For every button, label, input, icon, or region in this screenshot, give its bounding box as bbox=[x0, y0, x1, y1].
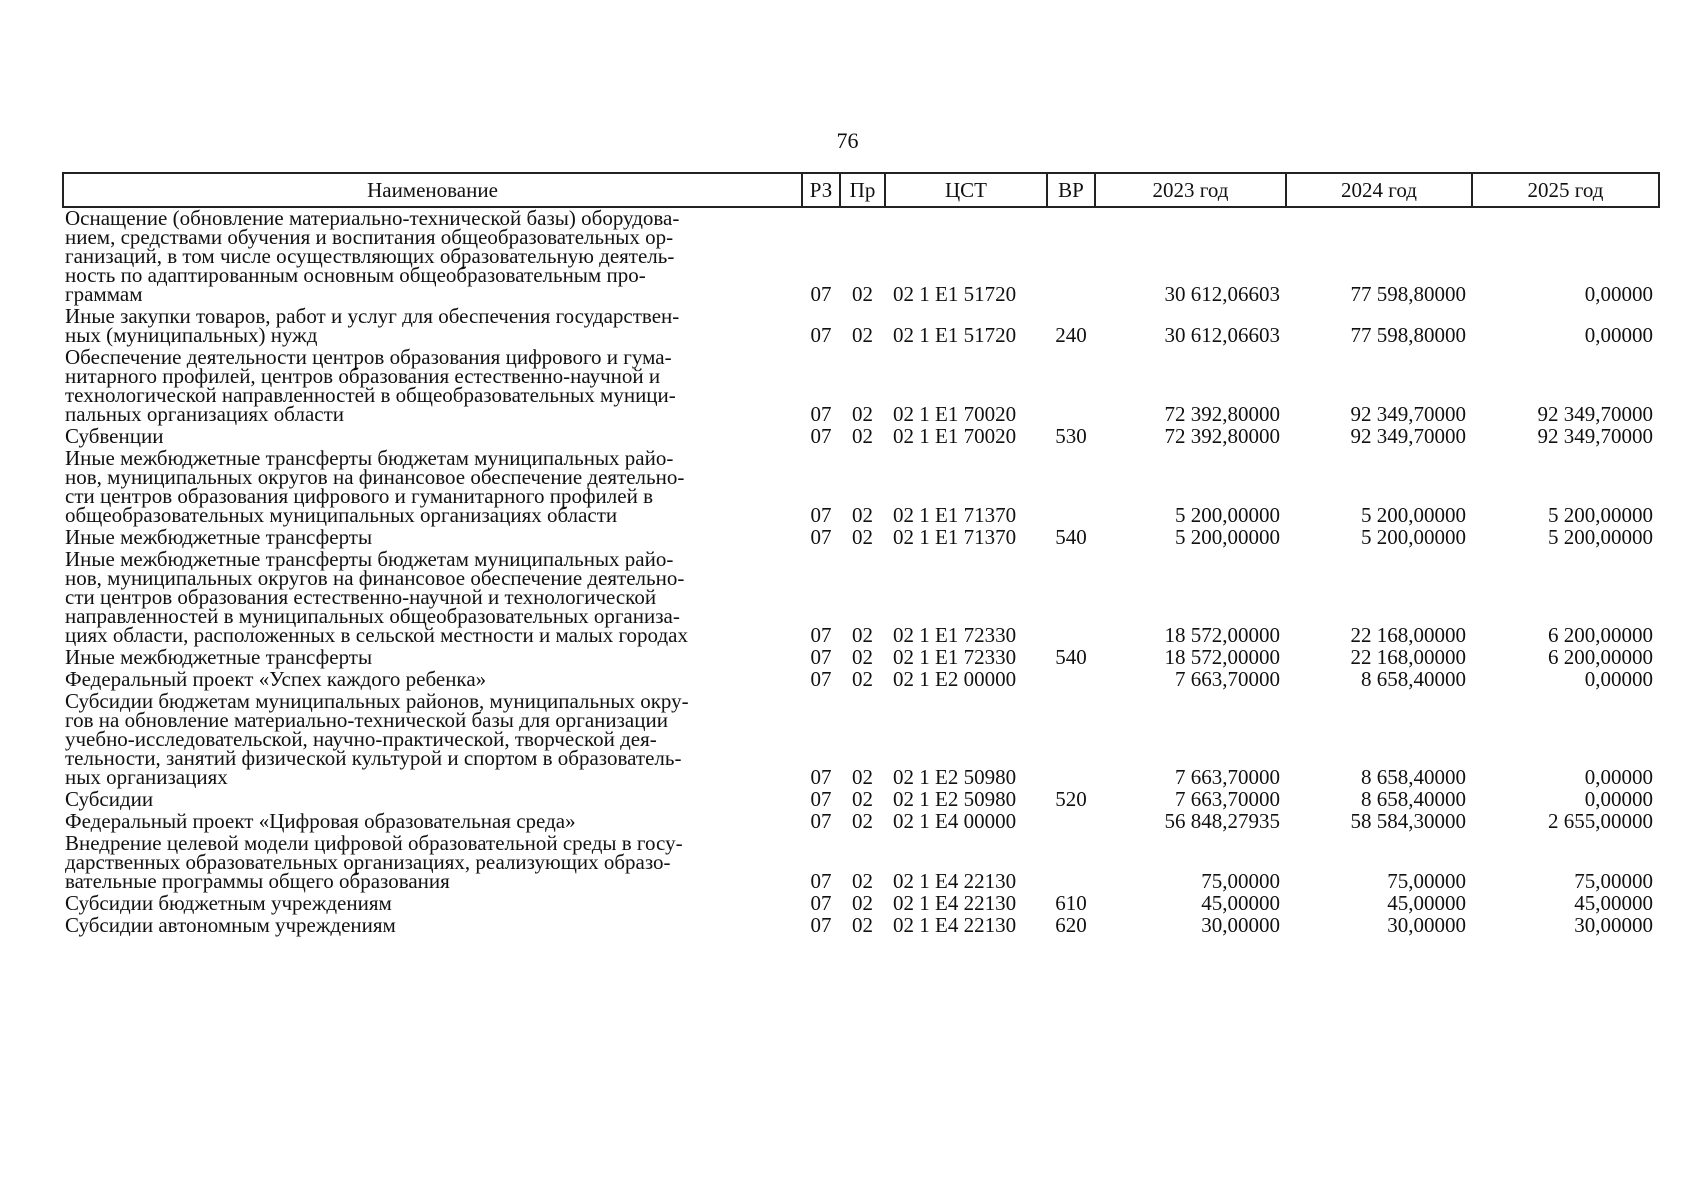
row-cst: 02 1 E4 22130 bbox=[893, 891, 1017, 915]
row-amount-2025: 6 200,00000 bbox=[1548, 623, 1653, 647]
row-amount-2023: 30 612,06603 bbox=[1164, 323, 1280, 347]
row-vr bbox=[1047, 448, 1095, 527]
row-pr: 02 bbox=[852, 525, 873, 549]
row-rz: 07 bbox=[810, 667, 832, 691]
row-amount-2023: 7 663,70000 bbox=[1175, 765, 1280, 789]
row-amount-2023: 75,00000 bbox=[1201, 869, 1280, 893]
table-row bbox=[63, 691, 1659, 789]
row-vr bbox=[1047, 669, 1095, 691]
table-row bbox=[63, 426, 1659, 448]
row-amount-2025: 2 655,00000 bbox=[1548, 809, 1653, 833]
row-amount-2024: 92 349,70000 bbox=[1350, 402, 1466, 426]
row-cst: 02 1 E2 50980 bbox=[893, 787, 1017, 811]
table-row bbox=[63, 811, 1659, 833]
row-amount-2023: 72 392,80000 bbox=[1164, 424, 1280, 448]
row-rz: 07 bbox=[810, 787, 832, 811]
row-cst: 02 1 E4 22130 bbox=[893, 869, 1017, 893]
row-vr bbox=[1047, 833, 1095, 893]
row-rz: 07 bbox=[810, 869, 832, 893]
row-amount-2025: 0,00000 bbox=[1584, 323, 1653, 347]
row-vr bbox=[1047, 347, 1095, 426]
table-row bbox=[63, 893, 1659, 915]
table-row bbox=[63, 527, 1659, 549]
row-amount-2025: 75,00000 bbox=[1574, 869, 1653, 893]
row-amount-2023: 30 612,06603 bbox=[1164, 282, 1280, 306]
row-amount-2023: 5 200,00000 bbox=[1175, 525, 1280, 549]
row-rz: 07 bbox=[810, 402, 832, 426]
row-name: Иные межбюджетные трансферты бюджетам муниципальных райо- нов, муниципальных округов на финансовое обеспечение деятельно- сти центров образования цифрового и гуманитарного профилей в общеобразовательных муниципальных организациях области bbox=[65, 446, 685, 527]
row-rz: 07 bbox=[810, 765, 832, 789]
row-pr: 02 bbox=[852, 891, 873, 915]
row-name: Федеральный проект «Цифровая образовательная среда» bbox=[65, 809, 576, 833]
row-name: Иные межбюджетные трансферты bbox=[65, 525, 373, 549]
row-amount-2023: 45,00000 bbox=[1201, 891, 1280, 915]
row-rz: 07 bbox=[810, 645, 832, 669]
row-cst: 02 1 E1 70020 bbox=[893, 424, 1017, 448]
table-row bbox=[63, 347, 1659, 426]
row-rz: 07 bbox=[810, 623, 832, 647]
table-row bbox=[63, 915, 1659, 937]
table-row bbox=[63, 833, 1659, 893]
row-amount-2024: 22 168,00000 bbox=[1350, 645, 1466, 669]
row-rz: 07 bbox=[810, 323, 832, 347]
header-pr: Пр bbox=[840, 173, 885, 207]
row-amount-2024: 77 598,80000 bbox=[1350, 323, 1466, 347]
row-rz: 07 bbox=[810, 891, 832, 915]
row-rz: 07 bbox=[810, 424, 832, 448]
row-name: Субсидии bbox=[65, 787, 154, 811]
row-amount-2024: 8 658,40000 bbox=[1361, 787, 1466, 811]
row-name: Субвенции bbox=[65, 424, 164, 448]
row-vr bbox=[1047, 207, 1095, 306]
row-pr: 02 bbox=[852, 645, 873, 669]
row-amount-2024: 77 598,80000 bbox=[1350, 282, 1466, 306]
row-name: Субсидии бюджетам муниципальных районов, муниципальных окру- гов на обновление материально-технической базы для организации учебно-исследовательской, научно-практической, творческой дея- тельности, занятий физической культурой и спортом в образователь- ных организациях bbox=[65, 689, 689, 789]
row-pr: 02 bbox=[852, 623, 873, 647]
row-vr bbox=[1047, 549, 1095, 647]
row-name: Оснащение (обновление материально-технической базы) оборудова- нием, средствами обучения и воспитания общеобразовательных ор- ганизаций, в том числе осуществляющих образовательную деятель- ность по адаптированным основным общеобразовательным про- граммам bbox=[65, 206, 680, 306]
row-pr: 02 bbox=[852, 913, 873, 937]
header-2024: 2024 год bbox=[1286, 173, 1472, 207]
row-amount-2023: 7 663,70000 bbox=[1175, 787, 1280, 811]
table-body bbox=[63, 207, 1659, 937]
row-amount-2025: 6 200,00000 bbox=[1548, 645, 1653, 669]
row-pr: 02 bbox=[852, 869, 873, 893]
row-cst: 02 1 E1 51720 bbox=[893, 323, 1017, 347]
row-amount-2025: 0,00000 bbox=[1584, 787, 1653, 811]
table-row bbox=[63, 549, 1659, 647]
row-amount-2024: 22 168,00000 bbox=[1350, 623, 1466, 647]
row-cst: 02 1 E1 51720 bbox=[893, 282, 1017, 306]
row-vr: 620 bbox=[1055, 913, 1087, 937]
row-rz: 07 bbox=[810, 913, 832, 937]
row-amount-2025: 5 200,00000 bbox=[1548, 525, 1653, 549]
row-name: Субсидии бюджетным учреждениям bbox=[65, 891, 392, 915]
row-vr: 540 bbox=[1055, 645, 1087, 669]
header-2023: 2023 год bbox=[1095, 173, 1286, 207]
row-amount-2024: 75,00000 bbox=[1387, 869, 1466, 893]
row-pr: 02 bbox=[852, 402, 873, 426]
row-amount-2025: 0,00000 bbox=[1584, 667, 1653, 691]
row-amount-2025: 92 349,70000 bbox=[1537, 424, 1653, 448]
row-vr: 610 bbox=[1055, 891, 1087, 915]
row-cst: 02 1 E1 72330 bbox=[893, 645, 1017, 669]
row-cst: 02 1 E2 00000 bbox=[893, 667, 1017, 691]
table-row bbox=[63, 789, 1659, 811]
row-amount-2023: 72 392,80000 bbox=[1164, 402, 1280, 426]
row-name: Иные межбюджетные трансферты бюджетам муниципальных райо- нов, муниципальных округов на финансовое обеспечение деятельно- сти центров образования естественно-научной и технологической направленностей в муниципальных общеобразовательных организа- циях области, расположенных в сельской местности и малых городах bbox=[65, 547, 688, 647]
header-vr: ВР bbox=[1047, 173, 1095, 207]
row-rz: 07 bbox=[810, 282, 832, 306]
row-rz: 07 bbox=[810, 525, 832, 549]
row-cst: 02 1 E2 50980 bbox=[893, 765, 1017, 789]
header-cst: ЦСТ bbox=[885, 173, 1047, 207]
row-cst: 02 1 E4 22130 bbox=[893, 913, 1017, 937]
row-amount-2024: 30,00000 bbox=[1387, 913, 1466, 937]
row-amount-2025: 5 200,00000 bbox=[1548, 503, 1653, 527]
budget-table bbox=[62, 172, 1660, 937]
header-name: Наименование bbox=[63, 173, 802, 207]
row-vr bbox=[1047, 691, 1095, 789]
row-amount-2025: 45,00000 bbox=[1574, 891, 1653, 915]
row-rz: 07 bbox=[810, 809, 832, 833]
table-row bbox=[63, 448, 1659, 527]
row-amount-2023: 18 572,00000 bbox=[1164, 645, 1280, 669]
table-row bbox=[63, 306, 1659, 347]
row-amount-2023: 30,00000 bbox=[1201, 913, 1280, 937]
header-row bbox=[63, 173, 1659, 207]
row-cst: 02 1 E1 71370 bbox=[893, 525, 1017, 549]
row-vr bbox=[1047, 811, 1095, 833]
row-name: Обеспечение деятельности центров образования цифрового и гума- нитарного профилей, центров образования естественно-научной и технологической направленностей в общеобразовательных муници- пальных организациях области bbox=[65, 345, 676, 426]
row-vr: 540 bbox=[1055, 525, 1087, 549]
row-pr: 02 bbox=[852, 282, 873, 306]
row-name: Иные межбюджетные трансферты bbox=[65, 645, 373, 669]
row-vr: 240 bbox=[1055, 323, 1087, 347]
table-row bbox=[63, 647, 1659, 669]
row-name: Федеральный проект «Успех каждого ребенка» bbox=[65, 667, 487, 691]
row-amount-2023: 56 848,27935 bbox=[1164, 809, 1280, 833]
row-amount-2023: 7 663,70000 bbox=[1175, 667, 1280, 691]
row-pr: 02 bbox=[852, 809, 873, 833]
row-amount-2024: 8 658,40000 bbox=[1361, 765, 1466, 789]
row-amount-2024: 5 200,00000 bbox=[1361, 525, 1466, 549]
row-amount-2025: 30,00000 bbox=[1574, 913, 1653, 937]
row-amount-2024: 92 349,70000 bbox=[1350, 424, 1466, 448]
row-amount-2025: 92 349,70000 bbox=[1537, 402, 1653, 426]
row-amount-2023: 18 572,00000 bbox=[1164, 623, 1280, 647]
row-pr: 02 bbox=[852, 503, 873, 527]
header-2025: 2025 год bbox=[1472, 173, 1659, 207]
row-amount-2025: 0,00000 bbox=[1584, 282, 1653, 306]
table-row bbox=[63, 207, 1659, 306]
row-amount-2024: 45,00000 bbox=[1387, 891, 1466, 915]
row-vr: 520 bbox=[1055, 787, 1087, 811]
header-rz: РЗ bbox=[802, 173, 840, 207]
row-pr: 02 bbox=[852, 424, 873, 448]
row-pr: 02 bbox=[852, 323, 873, 347]
row-pr: 02 bbox=[852, 667, 873, 691]
row-rz: 07 bbox=[810, 503, 832, 527]
row-cst: 02 1 E1 71370 bbox=[893, 503, 1017, 527]
row-amount-2023: 5 200,00000 bbox=[1175, 503, 1280, 527]
row-name: Внедрение целевой модели цифровой образовательной среды в госу- дарственных образовательных организациях, реализующих образо- вательные программы общего образования bbox=[65, 831, 683, 893]
row-cst: 02 1 E4 00000 bbox=[893, 809, 1017, 833]
row-cst: 02 1 E1 72330 bbox=[893, 623, 1017, 647]
row-name: Иные закупки товаров, работ и услуг для обеспечения государствен- ных (муниципальных) нужд bbox=[65, 304, 680, 347]
row-cst: 02 1 E1 70020 bbox=[893, 402, 1017, 426]
page-number: 76 bbox=[836, 128, 859, 153]
table-header bbox=[63, 173, 1659, 207]
row-amount-2024: 5 200,00000 bbox=[1361, 503, 1466, 527]
table-row bbox=[63, 669, 1659, 691]
row-pr: 02 bbox=[852, 787, 873, 811]
row-amount-2024: 58 584,30000 bbox=[1350, 809, 1466, 833]
row-name: Субсидии автономным учреждениям bbox=[65, 913, 396, 937]
row-vr: 530 bbox=[1055, 424, 1087, 448]
row-amount-2025: 0,00000 bbox=[1584, 765, 1653, 789]
row-amount-2024: 8 658,40000 bbox=[1361, 667, 1466, 691]
row-pr: 02 bbox=[852, 765, 873, 789]
